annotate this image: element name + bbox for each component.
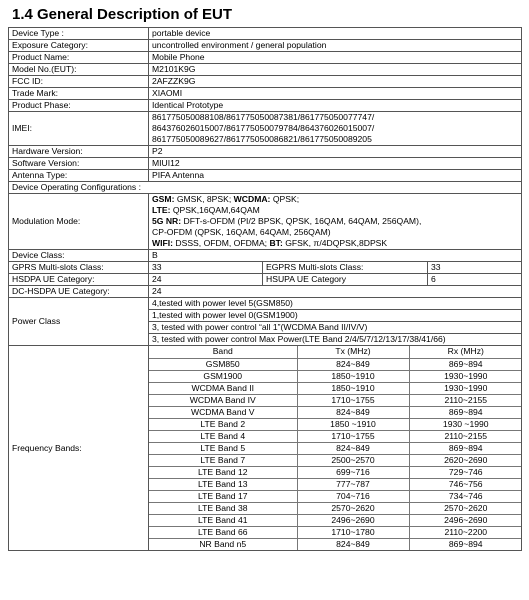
band-cell: LTE Band 2 [149, 418, 297, 430]
table-row [149, 490, 522, 502]
rx-header: Rx (MHz) [409, 346, 522, 358]
nr-key: 5G NR: [152, 216, 182, 226]
frequency-header-row [149, 346, 522, 358]
table-row [149, 538, 522, 550]
row-modulation [9, 194, 522, 250]
row-trade-mark [9, 88, 522, 100]
row-power-class-1 [9, 298, 522, 310]
rx-cell: 2110~2155 [409, 430, 522, 442]
tx-cell: 824~849 [297, 358, 409, 370]
table-row [149, 502, 522, 514]
power-line: 3, tested with power control Max Power(LTE Band 2/4/5/7/12/13/17/38/41/66) [149, 334, 522, 346]
table-row [149, 394, 522, 406]
label: FCC ID: [9, 76, 149, 88]
label: Modulation Mode: [9, 194, 149, 250]
frequency-bands-table [149, 346, 522, 550]
table-row [149, 526, 522, 538]
band-cell: GSM1900 [149, 370, 297, 382]
tx-cell: 704~716 [297, 490, 409, 502]
bt-value: GFSK, π/4DQPSK,8DPSK [282, 238, 388, 248]
value: 6 [428, 274, 522, 286]
row-device-type [9, 28, 522, 40]
imei-line: 861775050088108/861775050087381/861775050077747/ [152, 112, 375, 122]
modulation-wifi-bt [152, 238, 518, 249]
rx-cell: 1930~1990 [409, 370, 522, 382]
label: HSDPA UE Category: [9, 274, 149, 286]
value: M2101K9G [149, 64, 522, 76]
value: Identical Prototype [149, 100, 522, 112]
row-product-name [9, 52, 522, 64]
frequency-cell [149, 346, 522, 551]
imei-values [149, 112, 522, 146]
value: 24 [149, 286, 522, 298]
tx-cell: 1710~1755 [297, 394, 409, 406]
rx-cell: 869~894 [409, 442, 522, 454]
table-row [149, 514, 522, 526]
value: XIAOMI [149, 88, 522, 100]
row-exposure [9, 40, 522, 52]
band-header: Band [149, 346, 297, 358]
band-cell: LTE Band 41 [149, 514, 297, 526]
value: uncontrolled environment / general population [149, 40, 522, 52]
row-dc-hsdpa [9, 286, 522, 298]
table-row [149, 418, 522, 430]
row-antenna [9, 170, 522, 182]
band-cell: LTE Band 5 [149, 442, 297, 454]
label: GPRS Multi-slots Class: [9, 262, 149, 274]
table-row [149, 478, 522, 490]
label: Device Type : [9, 28, 149, 40]
band-cell: LTE Band 17 [149, 490, 297, 502]
tx-cell: 1710~1755 [297, 430, 409, 442]
rx-cell: 869~894 [409, 406, 522, 418]
value: 33 [428, 262, 522, 274]
label: Model No.(EUT): [9, 64, 149, 76]
tx-header: Tx (MHz) [297, 346, 409, 358]
label: Product Phase: [9, 100, 149, 112]
wifi-value: DSSS, OFDM, OFDMA; [173, 238, 270, 248]
row-gprs [9, 262, 522, 274]
table-row [149, 370, 522, 382]
label: Device Class: [9, 250, 149, 262]
power-line: 1,tested with power level 0(GSM1900) [149, 310, 522, 322]
table-row [149, 466, 522, 478]
modulation-nr [152, 216, 518, 227]
row-fcc-id [9, 76, 522, 88]
modulation-lte [152, 205, 518, 216]
rx-cell: 2620~2690 [409, 454, 522, 466]
value: Mobile Phone [149, 52, 522, 64]
bt-key: BT: [269, 238, 283, 248]
row-model [9, 64, 522, 76]
value: 33 [149, 262, 263, 274]
lte-key: LTE: [152, 205, 171, 215]
section-title: 1.4 General Description of EUT [12, 6, 233, 23]
power-line: 4,tested with power level 5(GSM850) [149, 298, 522, 310]
row-operating-config [9, 182, 522, 194]
tx-cell: 2500~2570 [297, 454, 409, 466]
label: Device Operating Configurations : [9, 182, 522, 194]
rx-cell: 2570~2620 [409, 502, 522, 514]
row-device-class [9, 250, 522, 262]
table-row [149, 454, 522, 466]
band-cell: WCDMA Band II [149, 382, 297, 394]
band-cell: LTE Band 12 [149, 466, 297, 478]
rx-cell: 1930~1990 [409, 382, 522, 394]
eut-description-table [8, 27, 522, 551]
table-row [149, 406, 522, 418]
row-imei [9, 112, 522, 146]
tx-cell: 777~787 [297, 478, 409, 490]
label: EGPRS Multi-slots Class: [263, 262, 428, 274]
label: Power Class [9, 298, 149, 346]
rx-cell: 1930 ~1990 [409, 418, 522, 430]
table-row [149, 430, 522, 442]
rx-cell: 869~894 [409, 358, 522, 370]
wcdma-value: QPSK; [270, 194, 300, 204]
power-line: 3, tested with power control “all 1”(WCDMA Band II/IV/V) [149, 322, 522, 334]
band-cell: LTE Band 38 [149, 502, 297, 514]
value: MIUI12 [149, 158, 522, 170]
tx-cell: 1850~1910 [297, 382, 409, 394]
row-product-phase [9, 100, 522, 112]
tx-cell: 824~849 [297, 442, 409, 454]
tx-cell: 824~849 [297, 406, 409, 418]
tx-cell: 1710~1780 [297, 526, 409, 538]
label: Frequency Bands: [9, 346, 149, 551]
modulation-gsm-wcdma [152, 194, 518, 205]
modulation-nr-cp: CP-OFDM (QPSK, 16QAM, 64QAM, 256QAM) [152, 227, 331, 237]
row-hardware [9, 146, 522, 158]
tx-cell: 699~716 [297, 466, 409, 478]
rx-cell: 2110~2155 [409, 394, 522, 406]
row-frequency-bands [9, 346, 522, 551]
label: DC-HSDPA UE Category: [9, 286, 149, 298]
wifi-key: WIFI: [152, 238, 173, 248]
modulation-values [149, 194, 522, 250]
rx-cell: 2110~2200 [409, 526, 522, 538]
frequency-bands-body [149, 346, 522, 550]
label: Hardware Version: [9, 146, 149, 158]
tx-cell: 1850 ~1910 [297, 418, 409, 430]
tx-cell: 2496~2690 [297, 514, 409, 526]
rx-cell: 746~756 [409, 478, 522, 490]
value: 24 [149, 274, 263, 286]
band-cell: LTE Band 4 [149, 430, 297, 442]
label: Antenna Type: [9, 170, 149, 182]
value: portable device [149, 28, 522, 40]
imei-line: 861775050089627/861775050086821/861775050089205 [152, 134, 372, 144]
rx-cell: 869~894 [409, 538, 522, 550]
label: HSUPA UE Category [263, 274, 428, 286]
label: Exposure Category: [9, 40, 149, 52]
rx-cell: 2496~2690 [409, 514, 522, 526]
value: P2 [149, 146, 522, 158]
value: 2AFZZK9G [149, 76, 522, 88]
label: Software Version: [9, 158, 149, 170]
table-row [149, 358, 522, 370]
table-row [149, 382, 522, 394]
band-cell: WCDMA Band IV [149, 394, 297, 406]
band-cell: LTE Band 66 [149, 526, 297, 538]
tx-cell: 1850~1910 [297, 370, 409, 382]
label: Trade Mark: [9, 88, 149, 100]
band-cell: GSM850 [149, 358, 297, 370]
nr-value: DFT-s-OFDM (PI/2 BPSK, QPSK, 16QAM, 64QAM, 256QAM), [181, 216, 422, 226]
row-software [9, 158, 522, 170]
wcdma-key: WCDMA: [233, 194, 271, 204]
gsm-value: GMSK, 8PSK; [174, 194, 234, 204]
lte-value: QPSK,16QAM,64QAM [170, 205, 260, 215]
tx-cell: 824~849 [297, 538, 409, 550]
label: IMEI: [9, 112, 149, 146]
band-cell: WCDMA Band V [149, 406, 297, 418]
tx-cell: 2570~2620 [297, 502, 409, 514]
rx-cell: 734~746 [409, 490, 522, 502]
label: Product Name: [9, 52, 149, 64]
table-row [149, 442, 522, 454]
band-cell: LTE Band 7 [149, 454, 297, 466]
gsm-key: GSM: [152, 194, 175, 204]
row-hsdpa [9, 274, 522, 286]
value: B [149, 250, 522, 262]
value: PIFA Antenna [149, 170, 522, 182]
rx-cell: 729~746 [409, 466, 522, 478]
imei-line: 864376026015007/861775050079784/864376026015007/ [152, 123, 375, 133]
band-cell: NR Band n5 [149, 538, 297, 550]
band-cell: LTE Band 13 [149, 478, 297, 490]
